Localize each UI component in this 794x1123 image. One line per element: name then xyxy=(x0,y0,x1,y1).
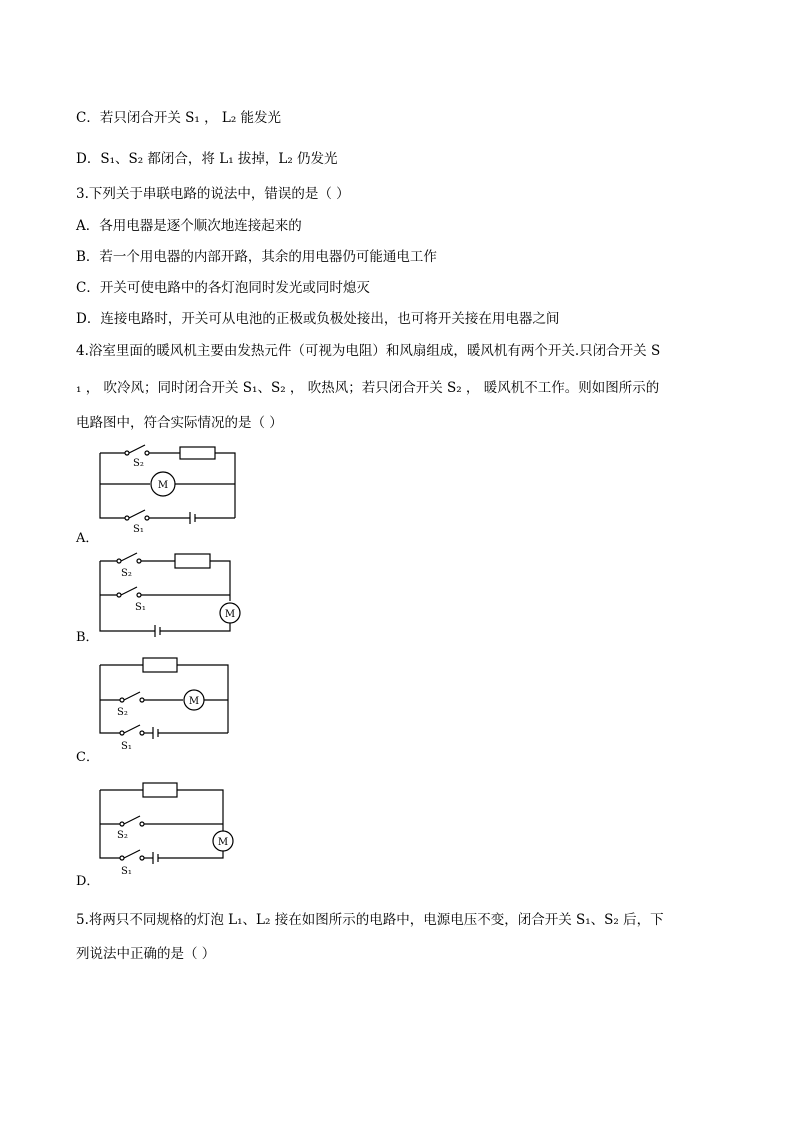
motor-label: M xyxy=(188,696,200,707)
s1-label: S₁ xyxy=(121,741,132,752)
circuit-diagram-d xyxy=(95,780,245,880)
question-5-stem-line2: 列说法中正确的是（ ） xyxy=(76,946,216,962)
option-d-q2: D．S₁、S₂ 都闭合，将 L₁ 拔掉，L₂ 仍发光 xyxy=(76,151,338,167)
circuit-diagram-a xyxy=(95,440,245,540)
s1-label: S₁ xyxy=(121,866,132,877)
q4-option-d-label: D． xyxy=(76,874,100,889)
s1-label: S₁ xyxy=(133,524,144,535)
question-4-stem-line3: 电路图中，符合实际情况的是（ ） xyxy=(76,415,283,431)
question-3-option-c: C．开关可使电路中的各灯泡同时发光或同时熄灭 xyxy=(76,280,370,296)
option-c-q2: C．若只闭合开关 S₁ ， L₂ 能发光 xyxy=(76,110,282,126)
question-4-stem-line2: ₁ ， 吹冷风；同时闭合开关 S₁、S₂ ， 吹热风；若只闭合开关 S₂ ， 暖风机不工作。则如图所示的 xyxy=(76,380,660,396)
q4-option-c-label: C． xyxy=(76,750,99,765)
question-3-option-a: A．各用电器是逐个顺次地连接起来的 xyxy=(76,218,302,234)
question-3-option-d: D．连接电路时，开关可从电池的正极或负极处接出，也可将开关接在用电器之间 xyxy=(76,311,560,327)
question-5-stem-line1: 5.将两只不同规格的灯泡 L₁、L₂ 接在如图所示的电路中，电源电压不变，闭合开关 S₁、S₂ 后，下 xyxy=(76,912,664,928)
question-3-option-b: B．若一个用电器的内部开路，其余的用电器仍可能通电工作 xyxy=(76,249,437,265)
circuit-diagram-c xyxy=(95,655,245,755)
motor-label: M xyxy=(217,837,229,848)
circuit-diagram-b xyxy=(95,548,245,643)
s2-label: S₂ xyxy=(121,568,132,579)
s2-label: S₂ xyxy=(117,707,128,718)
q4-option-b-label: B． xyxy=(76,630,99,645)
question-4-stem-line1: 4.浴室里面的暖风机主要由发热元件（可视为电阻）和风扇组成，暖风机有两个开关.只闭合开关 S xyxy=(76,343,661,359)
motor-label: M xyxy=(157,480,169,491)
motor-label: M xyxy=(224,609,236,620)
s1-label: S₁ xyxy=(135,602,146,613)
question-3-stem: 3.下列关于串联电路的说法中，错误的是（ ） xyxy=(76,186,350,202)
s2-label: S₂ xyxy=(117,830,128,841)
q4-option-a-label: A． xyxy=(76,531,99,546)
s2-label: S₂ xyxy=(133,458,144,469)
